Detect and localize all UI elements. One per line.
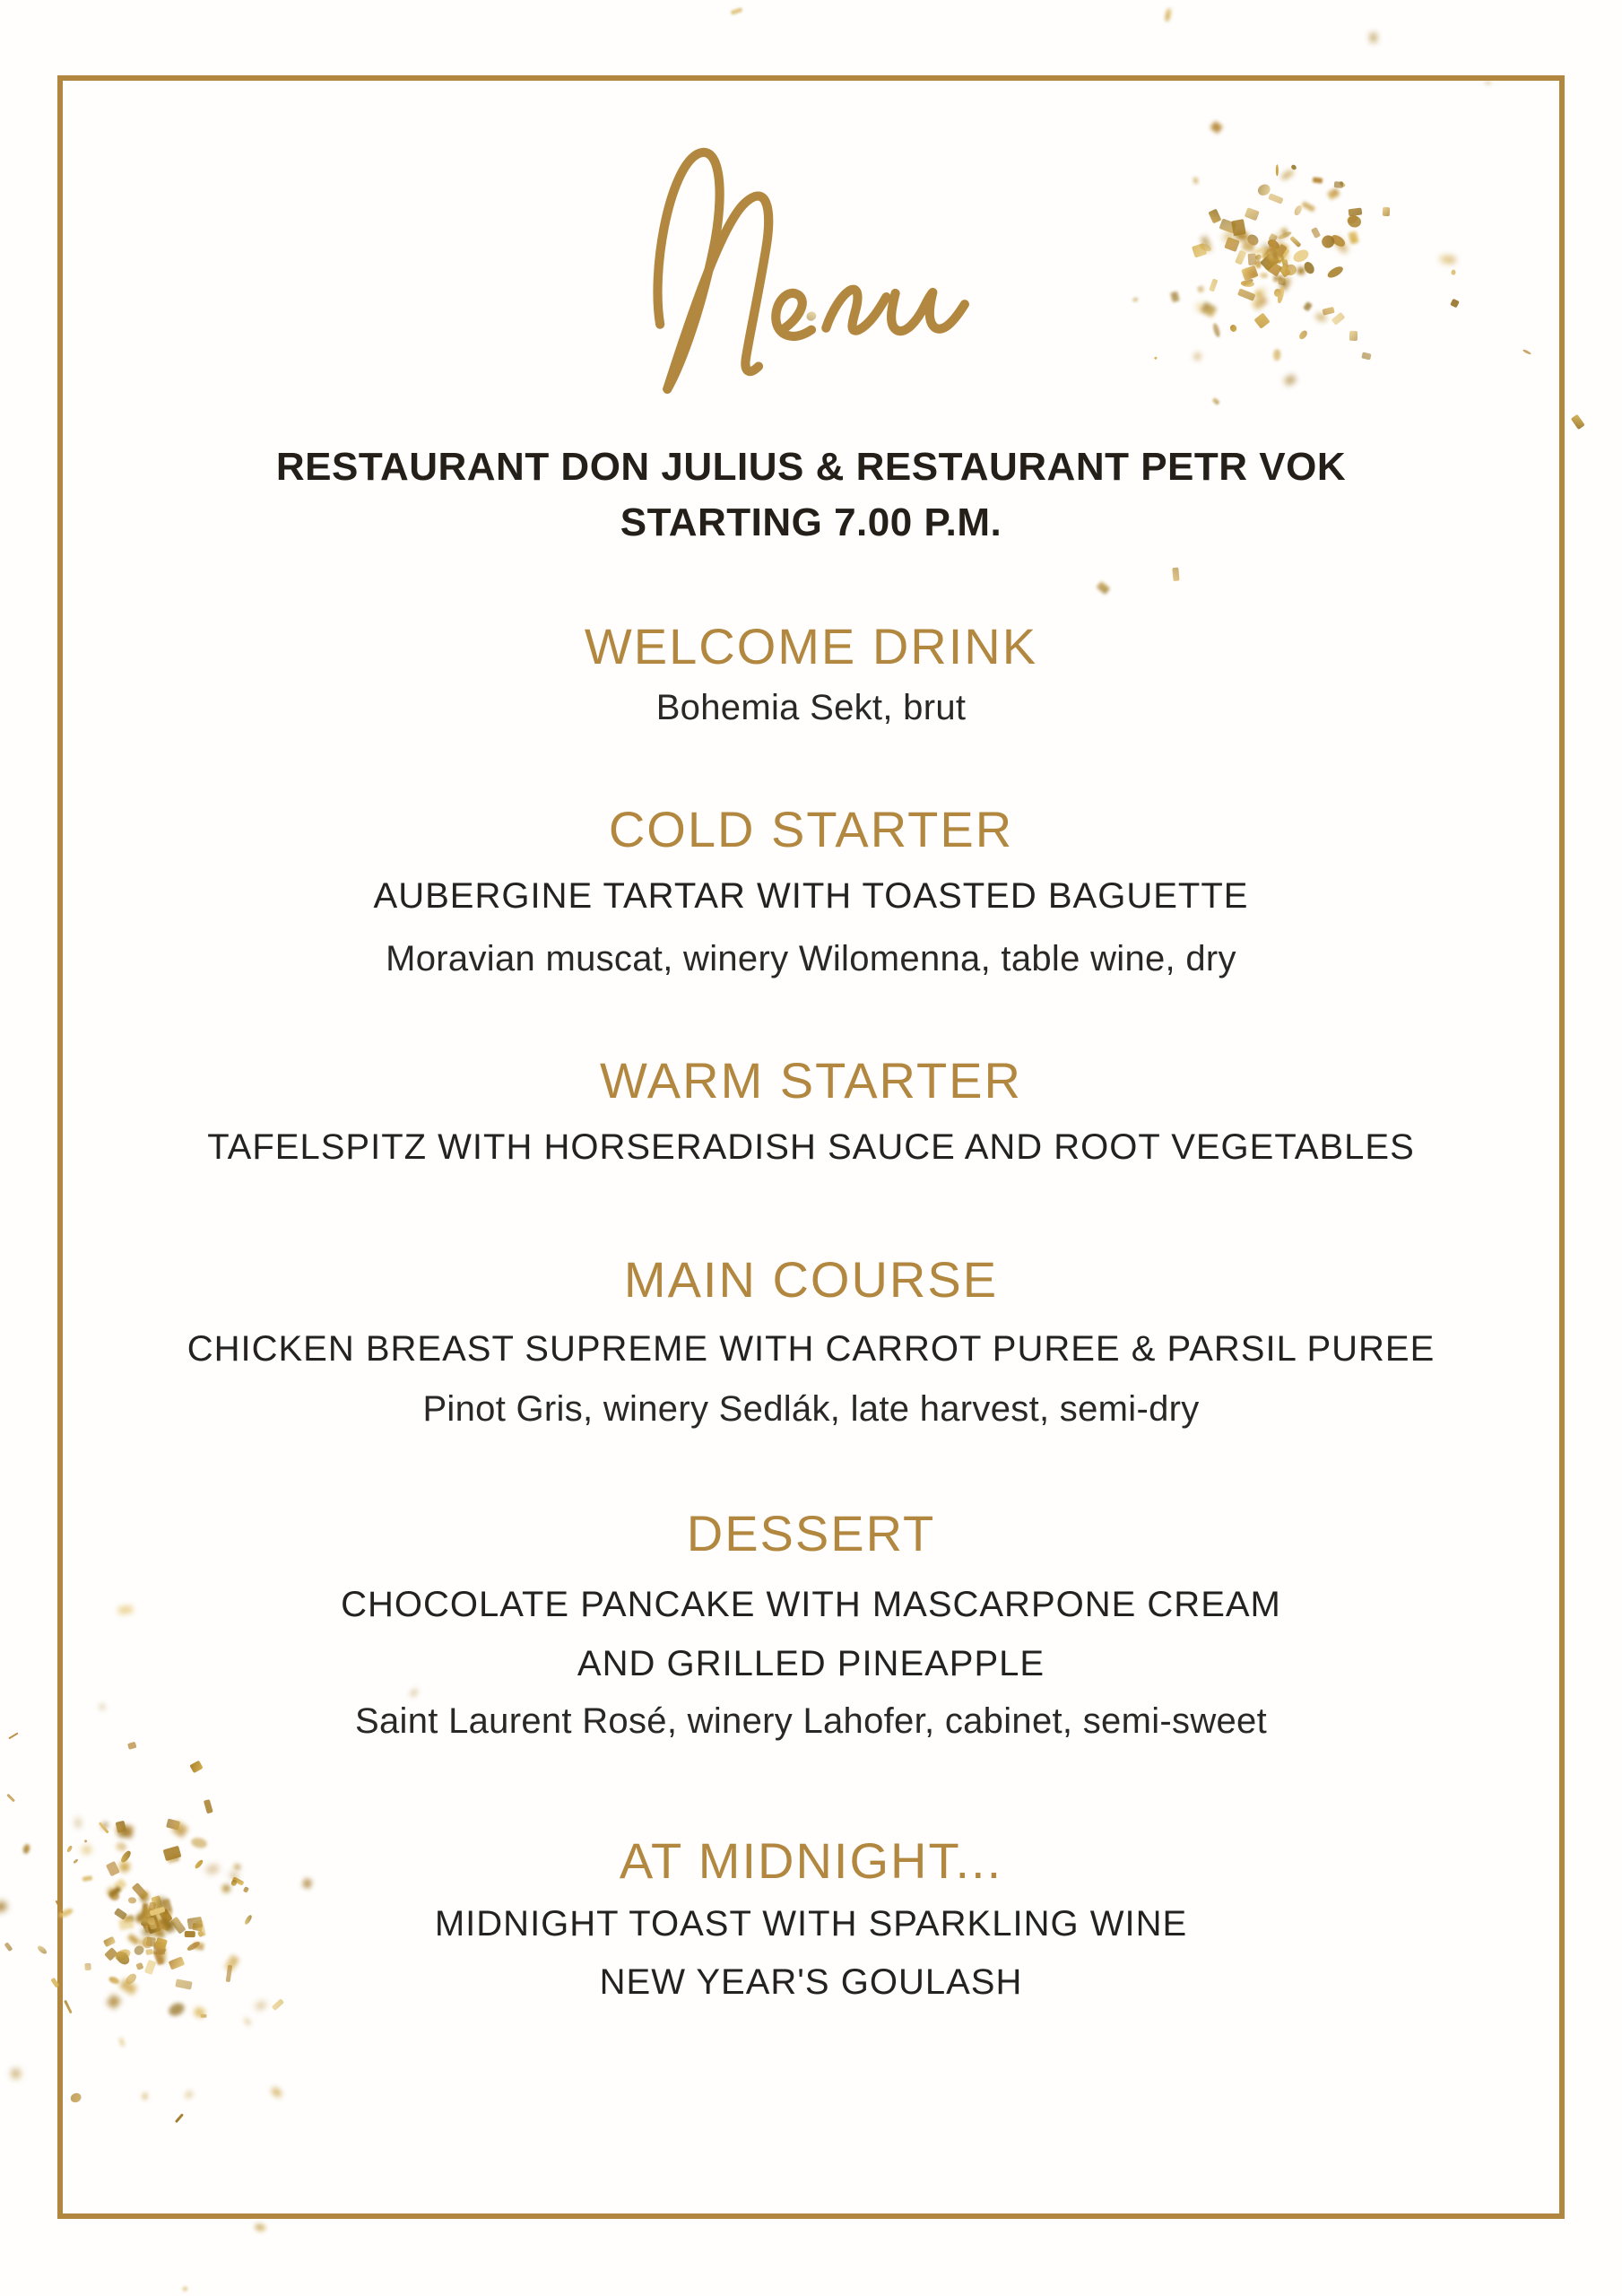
restaurant-names-line: RESTAURANT DON JULIUS & RESTAURANT PETR VOK — [275, 445, 1347, 489]
menu-script-title — [628, 133, 995, 397]
section-heading-main-course: MAIN COURSE — [623, 1251, 999, 1308]
confetti-particle — [731, 7, 743, 15]
confetti-particle — [1165, 7, 1172, 22]
section-heading-at-midnight: AT MIDNIGHT... — [619, 1832, 1003, 1889]
confetti-particle — [36, 1944, 48, 1955]
confetti-particle — [254, 2223, 266, 2232]
section-heading-welcome-drink: WELCOME DRINK — [584, 618, 1038, 674]
confetti-particle — [1571, 413, 1585, 430]
wine-pairing-line: Saint Laurent Rosé, winery Lahofer, cabinet, semi-sweet — [354, 1701, 1268, 1741]
menu-item-line: NEW YEAR'S GOULASH — [599, 1962, 1023, 2002]
menu-item-line: AUBERGINE TARTAR WITH TOASTED BAGUETTE — [373, 876, 1249, 916]
menu-item-line: CHOCOLATE PANCAKE WITH MASCARPONE CREAM — [341, 1585, 1281, 1624]
starting-time-line: STARTING 7.00 P.M. — [620, 500, 1002, 544]
menu-item-line: MIDNIGHT TOAST WITH SPARKLING WINE — [434, 1904, 1188, 1944]
section-heading-dessert: DESSERT — [686, 1505, 936, 1561]
wine-pairing-line: Moravian muscat, winery Wilomenna, table wine, dry — [386, 939, 1236, 978]
menu-item-line: CHICKEN BREAST SUPREME WITH CARROT PUREE & PARSIL PUREE — [186, 1329, 1436, 1369]
menu-item-line: TAFELSPITZ WITH HORSERADISH SAUCE AND ROOT VEGETABLES — [207, 1127, 1415, 1167]
confetti-particle — [6, 1794, 15, 1803]
confetti-particle — [1371, 33, 1376, 42]
section-heading-warm-starter: WARM STARTER — [600, 1052, 1022, 1109]
confetti-particle — [4, 1942, 13, 1952]
menu-script-drawing — [628, 133, 995, 397]
confetti-particle — [12, 2069, 21, 2079]
section-heading-cold-starter: COLD STARTER — [608, 801, 1014, 857]
confetti-particle — [183, 2286, 189, 2292]
menu-item-line: AND GRILLED PINEAPPLE — [577, 1644, 1045, 1683]
wine-pairing-line: Bohemia Sekt, brut — [655, 688, 967, 727]
wine-pairing-line: Pinot Gris, winery Sedlák, late harvest, semi-dry — [422, 1389, 1200, 1429]
